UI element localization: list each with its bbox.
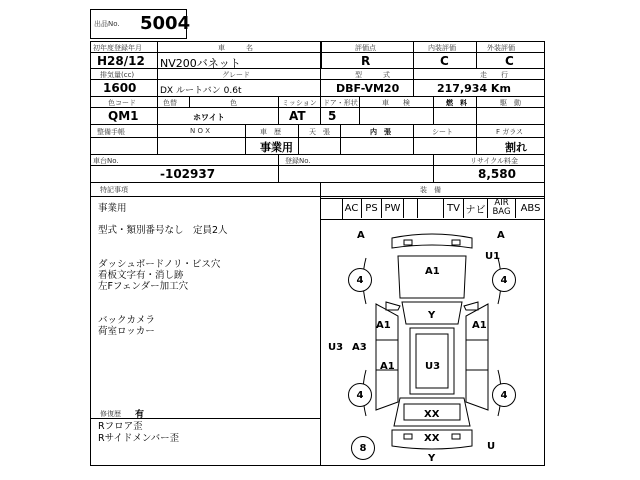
damage-front-right-upper: U1 bbox=[485, 251, 501, 262]
name-value: NV200バネット bbox=[160, 57, 241, 70]
repair-line: Rサイドメンバー歪 bbox=[98, 432, 180, 444]
chassis-label: 車台No. bbox=[93, 157, 119, 165]
repair-value: 有 bbox=[135, 410, 145, 420]
doors-label: ドア・形状 bbox=[323, 99, 358, 107]
interior-label: 内装評価 bbox=[428, 44, 456, 52]
note-line: 看板文字有・消し跡 bbox=[98, 270, 184, 282]
model-value: DBF-VM20 bbox=[336, 82, 400, 95]
damage-left-door: A1 bbox=[376, 320, 391, 331]
interior-trim-label: 内 張 bbox=[370, 128, 391, 136]
color-value: ホワイト bbox=[193, 113, 225, 122]
note-line bbox=[98, 293, 313, 304]
exterior-value: C bbox=[505, 54, 514, 68]
year-value: H28/12 bbox=[97, 54, 145, 68]
damage-front-left: A bbox=[357, 230, 365, 241]
doors-value: 5 bbox=[328, 109, 337, 123]
equip-ac: AC bbox=[342, 198, 362, 218]
damage-right-door: A1 bbox=[472, 320, 487, 331]
equip-tv: TV bbox=[444, 198, 464, 218]
year-label: 初年度登録年月 bbox=[93, 44, 142, 52]
equip-blank2 bbox=[418, 198, 444, 218]
color-code-value: QM1 bbox=[108, 109, 139, 123]
glass-label: F ガラス bbox=[496, 128, 524, 136]
damage-rear-upper: XX bbox=[424, 409, 440, 420]
damage-roof: U3 bbox=[425, 361, 441, 372]
equip-ps: PS bbox=[362, 198, 382, 218]
tire-rear-left: 4 bbox=[348, 383, 372, 407]
note-line: 型式・類別番号なし 定員2人 bbox=[98, 225, 228, 237]
damage-left-rocker: U3 bbox=[328, 342, 344, 353]
repair-list bbox=[98, 421, 179, 444]
transmission-value: AT bbox=[289, 109, 306, 123]
displacement-value: 1600 bbox=[103, 81, 137, 95]
note-line bbox=[98, 248, 313, 259]
tire-front-right: 4 bbox=[492, 268, 516, 292]
equip-pw: PW bbox=[382, 198, 404, 218]
equip-navi: ナビ bbox=[464, 198, 488, 218]
grade-value: DX ルートバン 0.6t bbox=[160, 86, 242, 96]
note-line: 事業用 bbox=[98, 203, 127, 214]
displacement-label: 排気量(cc) bbox=[100, 71, 135, 79]
lot-box bbox=[90, 9, 191, 39]
lot-label: 出品No. bbox=[94, 20, 120, 28]
note-line: 左Fフェンダー加工穴 bbox=[98, 281, 189, 293]
interior-value: C bbox=[440, 54, 449, 68]
maintenance-label: 整備手帳 bbox=[97, 128, 125, 136]
notes-list bbox=[98, 203, 313, 337]
sunroof-label: 天 張 bbox=[309, 128, 330, 136]
recycle-label: リサイクル料金 bbox=[470, 157, 519, 165]
recycle-value: 8,580 bbox=[478, 167, 516, 181]
note-line bbox=[98, 214, 313, 225]
lot-number: 5004 bbox=[140, 13, 191, 34]
damage-front-right: A bbox=[497, 230, 505, 241]
note-line: 荷室ロッカー bbox=[98, 326, 155, 338]
damage-windshield: Y bbox=[428, 310, 436, 321]
equipment-label: 装 備 bbox=[420, 186, 441, 194]
seat-label: シート bbox=[432, 128, 453, 136]
color-code-label: 色コード bbox=[108, 99, 136, 107]
score-label: 評価点 bbox=[355, 44, 376, 52]
equip-abs: ABS bbox=[520, 202, 541, 214]
grade-label: グレード bbox=[222, 71, 250, 79]
color-change-label: 色替 bbox=[163, 99, 177, 107]
color-label: 色 bbox=[230, 99, 237, 107]
drive-label: 駆 動 bbox=[500, 99, 521, 107]
note-line: バックカメラ bbox=[98, 315, 156, 327]
chassis-value: -102937 bbox=[160, 167, 216, 181]
fuel-label: 燃 料 bbox=[446, 99, 467, 107]
note-line bbox=[98, 237, 313, 248]
note-line bbox=[98, 304, 313, 315]
registration-label: 登録No. bbox=[285, 157, 311, 165]
notes-label: 特記事項 bbox=[100, 186, 128, 194]
score-value: R bbox=[361, 54, 371, 68]
damage-left-panel: A3 bbox=[352, 342, 367, 353]
spare-tire: 8 bbox=[351, 436, 375, 460]
equip-airbag: AIR BAG bbox=[488, 198, 516, 218]
damage-rear-glass: Y bbox=[428, 453, 436, 464]
inspection-label: 車 検 bbox=[382, 99, 410, 107]
history-value: 事業用 bbox=[260, 141, 293, 154]
tire-rear-right: 4 bbox=[492, 383, 516, 407]
tire-front-left: 4 bbox=[348, 268, 372, 292]
damage-hood: A1 bbox=[425, 266, 440, 277]
mileage-value: 217,934 Km bbox=[437, 82, 511, 95]
glass-value: 割れ bbox=[505, 141, 527, 154]
damage-rear-lower: XX bbox=[424, 433, 440, 444]
mileage-label: 走 行 bbox=[480, 71, 508, 79]
damage-rear-right: U bbox=[487, 441, 496, 452]
nox-label: N O X bbox=[190, 127, 210, 135]
equip-blank1 bbox=[404, 198, 418, 218]
repair-line: Rフロア歪 bbox=[98, 421, 143, 432]
transmission-label: ミッション bbox=[282, 99, 317, 107]
note-line: ダッシュボードノリ・ビス穴 bbox=[98, 259, 221, 271]
name-label: 車 名 bbox=[218, 44, 253, 52]
repair-label: 修復歴 bbox=[100, 410, 121, 418]
model-label: 型 式 bbox=[355, 71, 390, 79]
history-label: 車 歴 bbox=[260, 128, 281, 136]
damage-left-rear-door: A1 bbox=[380, 361, 395, 372]
exterior-label: 外装評価 bbox=[487, 44, 515, 52]
